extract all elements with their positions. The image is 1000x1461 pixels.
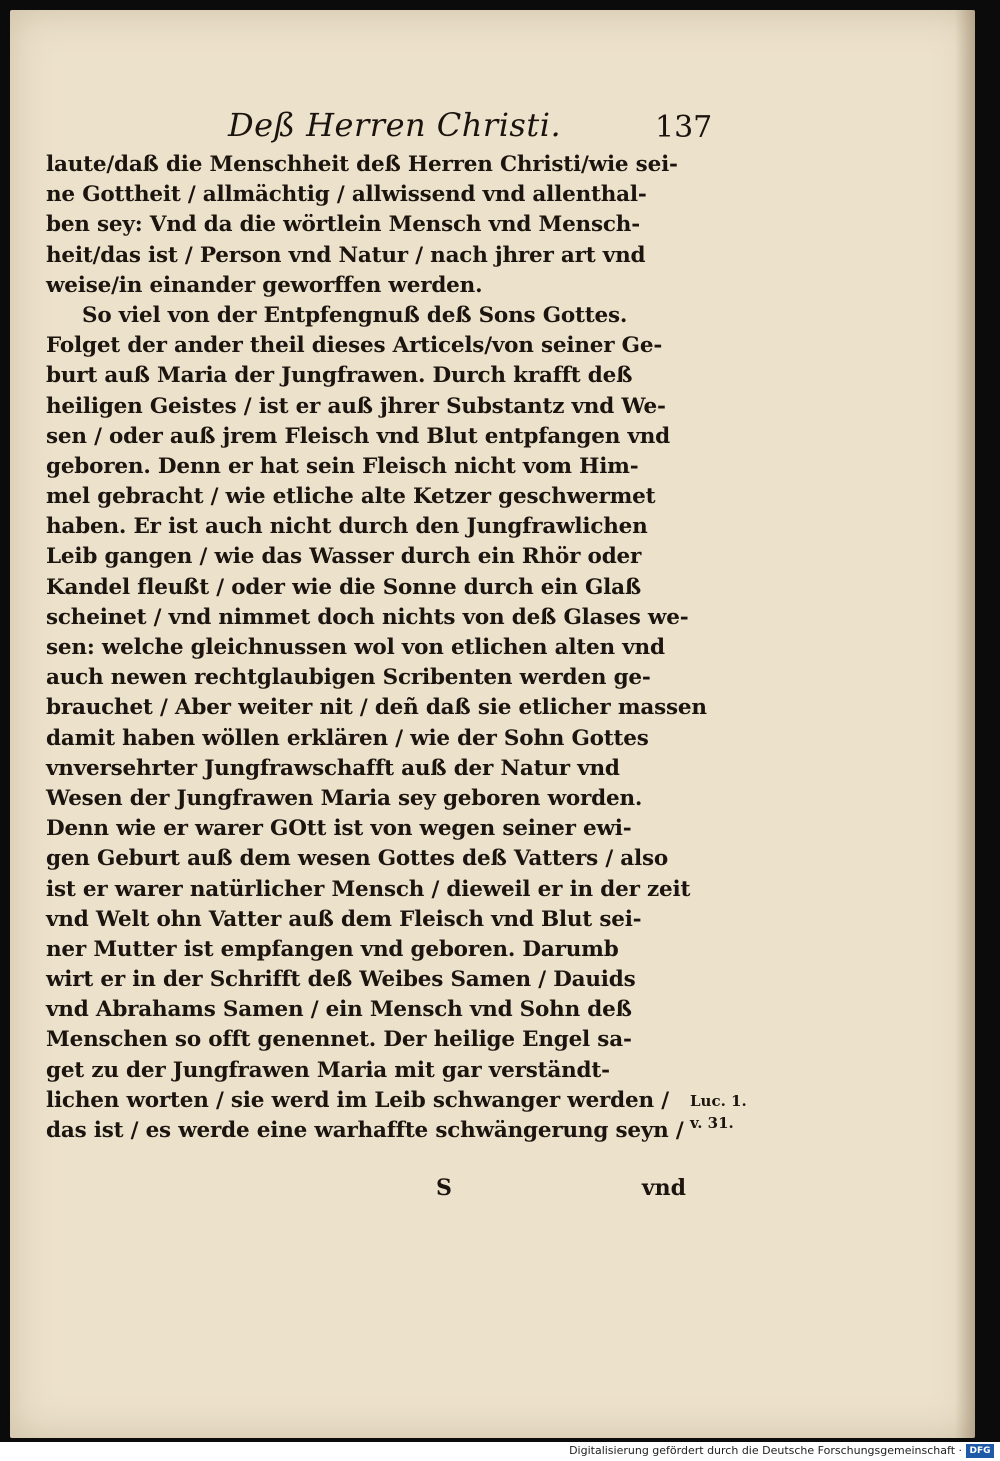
text-line: ner Mutter ist empfangen vnd geboren. Darumb bbox=[46, 936, 619, 962]
text-line: ne Gottheit / allmächtig / allwissend vnd allenthal- bbox=[46, 182, 647, 208]
running-head: Deß Herren Christi. bbox=[228, 106, 562, 144]
margin-note-line: Luc. 1. bbox=[690, 1092, 747, 1110]
funding-credit: Digitalisierung gefördert durch die Deutsche Forschungsgemeinschaft · bbox=[569, 1444, 962, 1457]
signature-catchword-row bbox=[46, 1175, 686, 1207]
catchword: vnd bbox=[641, 1175, 686, 1201]
text-line: Denn wie er warer GOtt ist von wegen seiner ewi- bbox=[46, 816, 632, 842]
text-line: wirt er in der Schrifft deß Weibes Samen / Dauids bbox=[46, 967, 636, 993]
text-line: das ist / es werde eine warhaffte schwängerung seyn / bbox=[46, 1118, 684, 1143]
text-line: gen Geburt auß dem wesen Gottes deß Vatters / also bbox=[46, 846, 669, 872]
text-line: ben sey: Vnd da die wörtlein Mensch vnd Mensch- bbox=[46, 212, 640, 238]
text-line: get zu der Jungfrawen Maria mit gar verständt- bbox=[46, 1057, 610, 1083]
text-line: burt auß Maria der Jungfrawen. Durch krafft deß bbox=[46, 363, 633, 389]
text-line: lichen worten / sie werd im Leib schwanger werden / bbox=[46, 1087, 669, 1113]
text-line: heiligen Geistes / ist er auß jhrer Substantz vnd We- bbox=[46, 393, 666, 419]
text-line: Folget der ander theil dieses Articels/von seiner Ge- bbox=[46, 333, 663, 359]
text-line: mel gebracht / wie etliche alte Ketzer geschwermet bbox=[46, 484, 656, 510]
text-line: vnd Welt ohn Vatter auß dem Fleisch vnd Blut sei- bbox=[46, 906, 642, 932]
page-number: 137 bbox=[655, 110, 713, 145]
text-line: laute/daß die Menschheit deß Herren Christi/wie sei- bbox=[46, 152, 678, 177]
text-line: Kandel fleußt / oder wie die Sonne durch ein Glaß bbox=[46, 574, 641, 600]
text-line: vnversehrter Jungfrawschafft auß der Natur vnd bbox=[46, 755, 620, 781]
text-line: sen / oder auß jrem Fleisch vnd Blut entpfangen vnd bbox=[46, 423, 670, 449]
text-line: vnd Abrahams Samen / ein Mensch vnd Sohn deß bbox=[46, 997, 632, 1023]
text-line: damit haben wöllen erklären / wie der Sohn Gottes bbox=[46, 725, 649, 751]
text-line: Leib gangen / wie das Wasser durch ein Rhör oder bbox=[46, 544, 642, 570]
text-line: auch newen rechtglaubigen Scribenten werden ge- bbox=[46, 665, 651, 691]
text-line: Wesen der Jungfrawen Maria sey geboren worden. bbox=[46, 785, 643, 811]
body-text bbox=[46, 150, 706, 1146]
text-line: scheinet / vnd nimmet doch nichts von deß Glases we- bbox=[46, 604, 689, 630]
text-line: sen: welche gleichnussen wol von etlichen alten vnd bbox=[46, 635, 665, 660]
text-line: So viel von der Entpfengnuß deß Sons Gottes. bbox=[82, 302, 628, 328]
margin-note-line: v. 31. bbox=[690, 1114, 734, 1132]
text-line: Menschen so offt genennet. Der heilige Engel sa- bbox=[46, 1027, 632, 1053]
signature-mark: S bbox=[436, 1175, 452, 1201]
text-line: brauchet / Aber weiter nit / deñ daß sie etlicher massen bbox=[46, 695, 707, 721]
margin-note bbox=[690, 1090, 747, 1134]
text-line: ist er warer natürlicher Mensch / dieweil er in der zeit bbox=[46, 876, 691, 902]
text-line: geboren. Denn er hat sein Fleisch nicht vom Him- bbox=[46, 453, 639, 479]
text-line: weise/in einander geworffen werden. bbox=[46, 272, 483, 298]
text-line: haben. Er ist auch nicht durch den Jungfrawlichen bbox=[46, 514, 648, 540]
page-edge-shadow bbox=[955, 10, 975, 1438]
footer bbox=[0, 1442, 1000, 1461]
dfg-logo: DFG bbox=[966, 1444, 994, 1458]
text-line: heit/das ist / Person vnd Natur / nach jhrer art vnd bbox=[46, 242, 646, 268]
